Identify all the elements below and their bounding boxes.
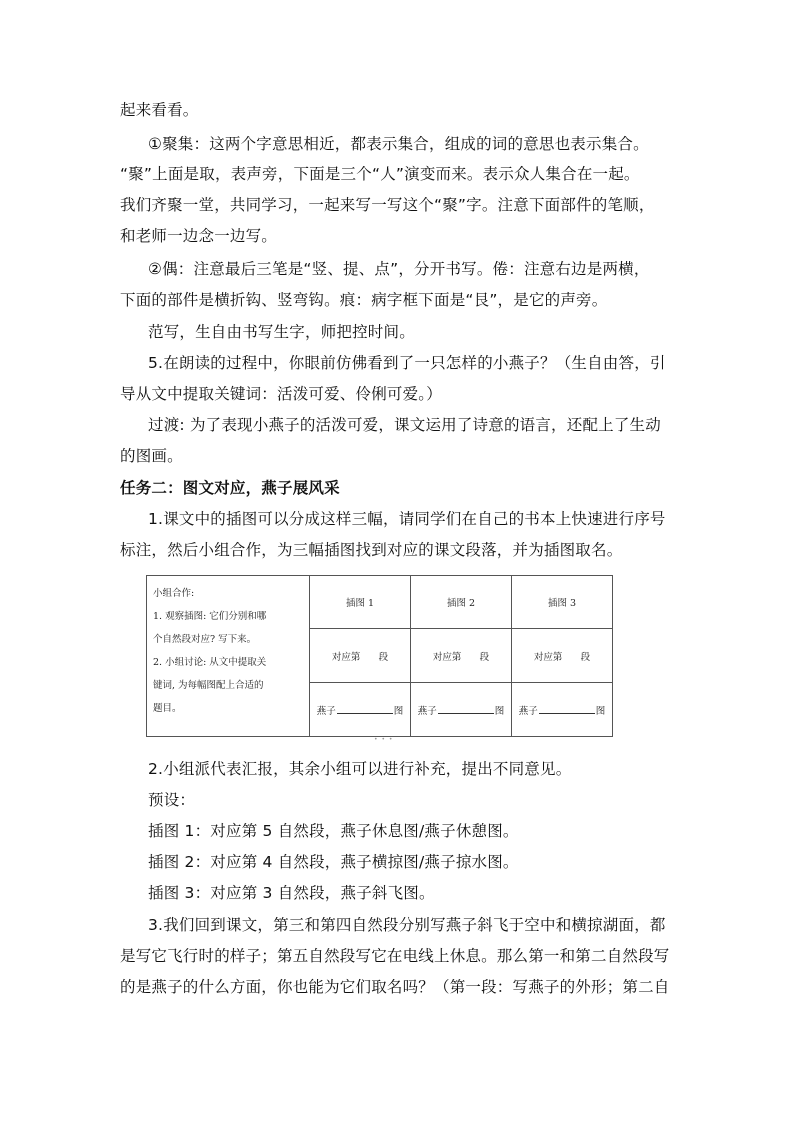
text-line: 我们齐聚一堂，共同学习，一起来写一写这个“聚”字。注意下面部件的笔顺， [120, 196, 655, 214]
table-header-cell: 插图 3 [512, 576, 613, 629]
task-table [146, 575, 613, 736]
text-line: 3.我们回到课文，第三和第四自然段分别写燕子斜飞于空中和横掠湖面，都 [148, 916, 666, 934]
text-line: ②偶：注意最后三笔是“竖、提、点”，分开书写。倦：注意右边是两横， [148, 260, 650, 278]
cell-label: 燕子 [417, 705, 437, 717]
instruction-line: 个自然段对应? 写下来。 [153, 634, 257, 645]
cell-label: 对应第 [533, 651, 563, 663]
paragraph-cell [512, 629, 613, 683]
text-line: 标注，然后小组合作，为三幅插图找到对应的课文段落，并为插图取名。 [120, 541, 623, 559]
table-header-cell: 插图 2 [411, 576, 512, 629]
answer-blank[interactable] [438, 705, 494, 714]
cell-label: 图 [595, 705, 606, 717]
text-line: ①聚集：这两个字意思相近，都表示集合，组成的词的意思也表示集合。 [148, 135, 649, 153]
text-line: 插图 3：对应第 3 自然段，燕子斜飞图。 [148, 884, 435, 902]
text-line: 过渡: 为了表现小燕子的活泼可爱，课文运用了诗意的语言，还配上了生动 [148, 416, 661, 434]
cell-label: 段 [580, 651, 591, 663]
text-line: 下面的部件是横折钩、竖弯钩。痕：病字框下面是“艮”，是它的声旁。 [120, 291, 608, 309]
text-line: 插图 2：对应第 4 自然段，燕子横掠图/燕子掠水图。 [148, 853, 519, 871]
text-line: 预设： [148, 791, 196, 809]
instruction-line: 小组合作: [153, 588, 195, 599]
text-line: 导从文中提取关键词：活泼可爱、伶俐可爱。） [120, 385, 442, 403]
cell-label: 对应第 [432, 651, 462, 663]
paragraph-cell [411, 629, 512, 683]
cell-label: 对应第 [331, 651, 361, 663]
table-header-cell: 插图 1 [310, 576, 411, 629]
paragraph-cell [310, 629, 411, 683]
cell-label: 图 [494, 705, 505, 717]
section-heading: 任务二：图文对应，燕子展风采 [120, 479, 340, 497]
text-line: 2.小组派代表汇报，其余小组可以进行补充，提出不同意见。 [148, 760, 572, 778]
table-resize-dots: • • • [374, 736, 394, 743]
instruction-line: 1. 观察插图: 它们分别和哪 [153, 611, 267, 622]
instruction-line: 键词, 为每幅图配上合适的 [153, 680, 264, 691]
name-cell [310, 683, 411, 737]
text-line: 和老师一边念一边写。 [120, 227, 278, 245]
text-line: 1.课文中的插图可以分成这样三幅，请同学们在自己的书本上快速进行序号 [148, 510, 666, 528]
text-line: 是写它飞行时的样子；第五自然段写它在电线上休息。那么第一和第二自然段写 [120, 947, 670, 965]
text-line: 起来看看。 [120, 101, 199, 119]
text-line: 5.在朗读的过程中，你眼前仿佛看到了一只怎样的小燕子？（生自由答，引 [148, 354, 666, 372]
text-line: 范写，生自由书写生字，师把控时间。 [148, 323, 415, 341]
task-instructions [147, 576, 310, 737]
cell-label: 段 [378, 651, 389, 663]
text-line: 插图 1：对应第 5 自然段，燕子休息图/燕子休憩图。 [148, 822, 519, 840]
answer-blank[interactable] [539, 705, 595, 714]
name-cell [512, 683, 613, 737]
cell-label: 图 [393, 705, 404, 717]
text-line: 的图画。 [120, 447, 183, 465]
cell-label: 燕子 [518, 705, 538, 717]
name-cell [411, 683, 512, 737]
instruction-line: 2. 小组讨论: 从文中提取关 [153, 657, 267, 668]
cell-label: 燕子 [316, 705, 336, 717]
answer-blank[interactable] [337, 705, 393, 714]
text-line: “聚”上面是取，表声旁，下面是三个“人”演变而来。表示众人集合在一起。 [120, 165, 640, 183]
instruction-line: 题目。 [153, 703, 182, 714]
cell-label: 段 [479, 651, 490, 663]
text-line: 的是燕子的什么方面，你也能为它们取名吗？（第一段：写燕子的外形；第二自 [120, 978, 670, 996]
